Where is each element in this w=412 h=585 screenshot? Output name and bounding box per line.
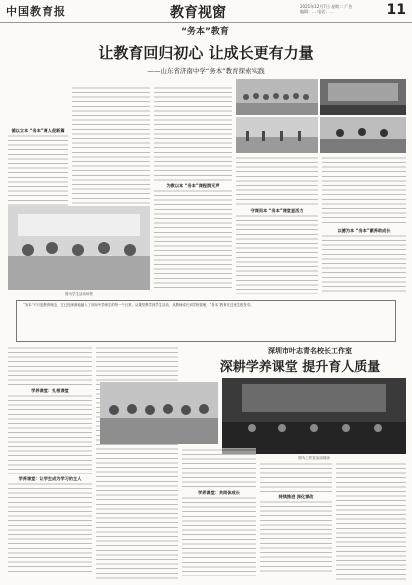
page-number: 11 <box>386 2 406 18</box>
article1-col5 <box>322 156 406 296</box>
article2-col1 <box>8 346 92 580</box>
photo-stage <box>320 79 406 115</box>
text-lines <box>322 156 406 226</box>
sidebox-text: “务本”不只是教育理念，它已经深深地融入了济南中学师生的每一个日常。从课堂教学到学生活动，从教师成长到学校管理，“务本”教育在这里生根发芽。 <box>23 303 254 307</box>
text-lines <box>8 394 92 474</box>
article1-col4 <box>236 156 318 296</box>
article2-col5 <box>336 462 406 580</box>
article2-headline: 深耕学养课堂 提升育人质量 <box>219 360 381 375</box>
article2-photo-caption: 图为工作室活动现场 <box>298 456 330 460</box>
photo-workshop-group <box>100 382 218 444</box>
article2-subtitle-3: 学养课堂：共同体成长 <box>198 490 240 495</box>
text-lines <box>8 482 92 572</box>
sidebox <box>16 300 396 342</box>
photo-sports <box>320 117 406 153</box>
text-lines <box>72 86 150 204</box>
article1-subtitle-4: 以德为本 “务本”素养助成长 <box>337 228 391 233</box>
article2-subtitle-1: 学养课堂：扎根课堂 <box>31 388 69 393</box>
article1-headline: 让教育回归初心 让成长更有力量 <box>98 44 314 62</box>
text-lines <box>322 234 406 294</box>
date-text: 2021年12月7日 星期二 广告 <box>300 4 353 9</box>
article2-col4 <box>260 462 332 580</box>
text-lines <box>236 156 318 206</box>
text-lines <box>154 189 232 289</box>
article1-subtitle-2: 为教以本 “务本”课程润无声 <box>166 183 220 188</box>
article1-kicker: “务本”教育 <box>181 27 229 37</box>
article2-subtitle-2: 学养课堂：让学生成为学习的主人 <box>18 476 82 481</box>
article1-subhead: ——山东省济南中学“务本”教育探索实践 <box>147 67 265 75</box>
photo-class-group <box>236 79 318 115</box>
date-line <box>300 4 380 14</box>
photo-campus <box>236 117 318 153</box>
photo-classroom <box>8 206 150 290</box>
text-lines <box>154 86 232 181</box>
text-lines <box>182 496 256 576</box>
article2-col3 <box>182 448 256 580</box>
text-lines <box>8 346 92 386</box>
article2-subtitle-4: 持续推进 深化课改 <box>278 494 314 499</box>
section-title: 教育视窗 <box>170 5 226 21</box>
photo-conference <box>222 378 406 454</box>
text-lines <box>182 448 256 488</box>
article1-col3 <box>154 86 232 296</box>
text-lines <box>236 214 318 294</box>
newspaper-brand: 中国教育报 <box>6 5 66 18</box>
article1-col2 <box>72 86 150 204</box>
article1-photo-caption: 图为学生活动场景 <box>65 292 93 296</box>
text-lines <box>260 462 332 492</box>
article2-kicker: 深圳市叶志青名校长工作室 <box>268 347 352 355</box>
editor-text: 编辑：… 电话：… <box>300 9 334 14</box>
article1-subtitle-1: 循以立本 “务本”育人促新篇 <box>11 128 65 133</box>
masthead <box>0 0 412 23</box>
text-lines <box>260 500 332 575</box>
article1-subtitle-3: 守课而本 “务本”课堂显活力 <box>250 208 304 213</box>
text-lines <box>336 462 406 580</box>
